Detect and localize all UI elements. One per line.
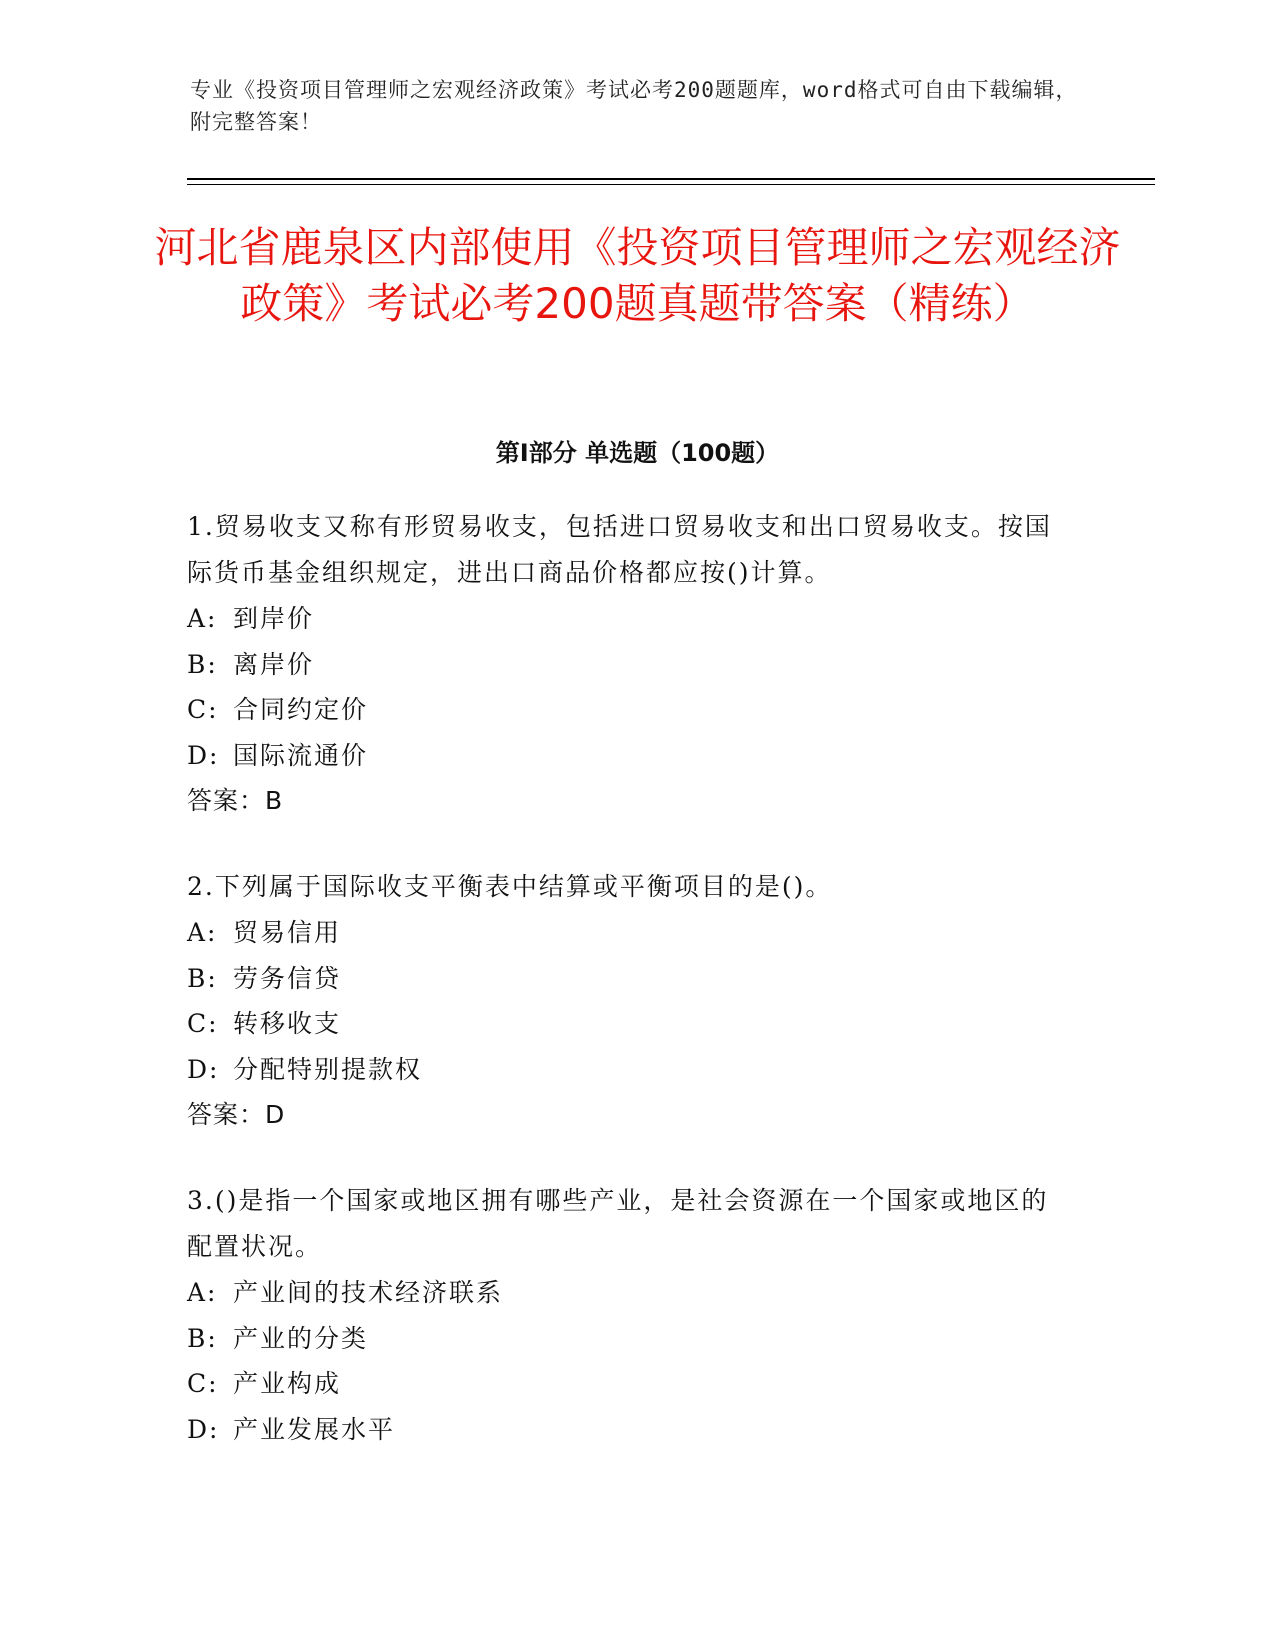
option-text: 分配特别提款权 [233,1054,423,1084]
question-stem: 2.下列属于国际收支平衡表中结算或平衡项目的是()。 [187,872,833,901]
option-d [187,1047,1067,1093]
option-b [187,642,1067,688]
option-key: D: [187,1054,220,1084]
option-c [187,1001,1067,1047]
option-a [187,596,1067,642]
option-text: 劳务信贷 [233,963,342,993]
option-c [187,1361,1067,1407]
option-key: C: [187,1009,219,1038]
question-1 [187,504,1067,824]
option-key: D: [187,740,220,770]
option-key: B: [187,649,218,679]
option-text: 贸易信用 [233,918,342,947]
option-key: A: [187,604,218,633]
question-stem: 3.()是指一个国家或地区拥有哪些产业，是社会资源在一个国家或地区的配置状况。 [187,1186,1049,1261]
section-heading: 第Ⅰ部分 单选题（100题） [495,439,780,467]
option-d [187,733,1067,779]
option-text: 产业构成 [233,1369,342,1398]
question-3 [187,1178,1067,1452]
option-key: A: [187,918,218,947]
option-d [187,1407,1067,1453]
document-title: 河北省鹿泉区内部使用《投资项目管理师之宏观经济政策》考试必考200题真题带答案（精练） [154,223,1121,328]
option-text: 合同约定价 [233,695,369,724]
option-c [187,687,1067,733]
option-text: 离岸价 [233,649,315,679]
header-divider-thick [187,178,1155,180]
option-a [187,1270,1067,1316]
header-note: 专业《投资项目管理师之宏观经济政策》考试必考200题题库，word格式可自由下载编辑，附完整答案！ [190,78,1078,134]
header-divider-thin [187,184,1155,185]
option-text: 到岸价 [233,604,315,633]
question-2 [187,864,1067,1138]
answer-line: 答案：D [187,1100,286,1129]
option-a [187,910,1067,956]
question-stem: 1.贸易收支又称有形贸易收支，包括进口贸易收支和出口贸易收支。按国际货币基金组织规定，进出口商品价格都应按()计算。 [187,512,1052,587]
option-key: C: [187,1369,219,1398]
option-text: 转移收支 [233,1009,342,1038]
option-b [187,1316,1067,1362]
option-text: 产业发展水平 [233,1414,396,1444]
option-text: 产业间的技术经济联系 [233,1278,504,1307]
option-text: 国际流通价 [233,740,369,770]
option-key: A: [187,1278,218,1307]
option-b [187,956,1067,1002]
option-key: D: [187,1414,220,1444]
option-key: C: [187,695,219,724]
option-key: B: [187,963,218,993]
option-key: B: [187,1323,218,1353]
option-text: 产业的分类 [233,1323,369,1353]
answer-line: 答案：B [187,786,284,815]
